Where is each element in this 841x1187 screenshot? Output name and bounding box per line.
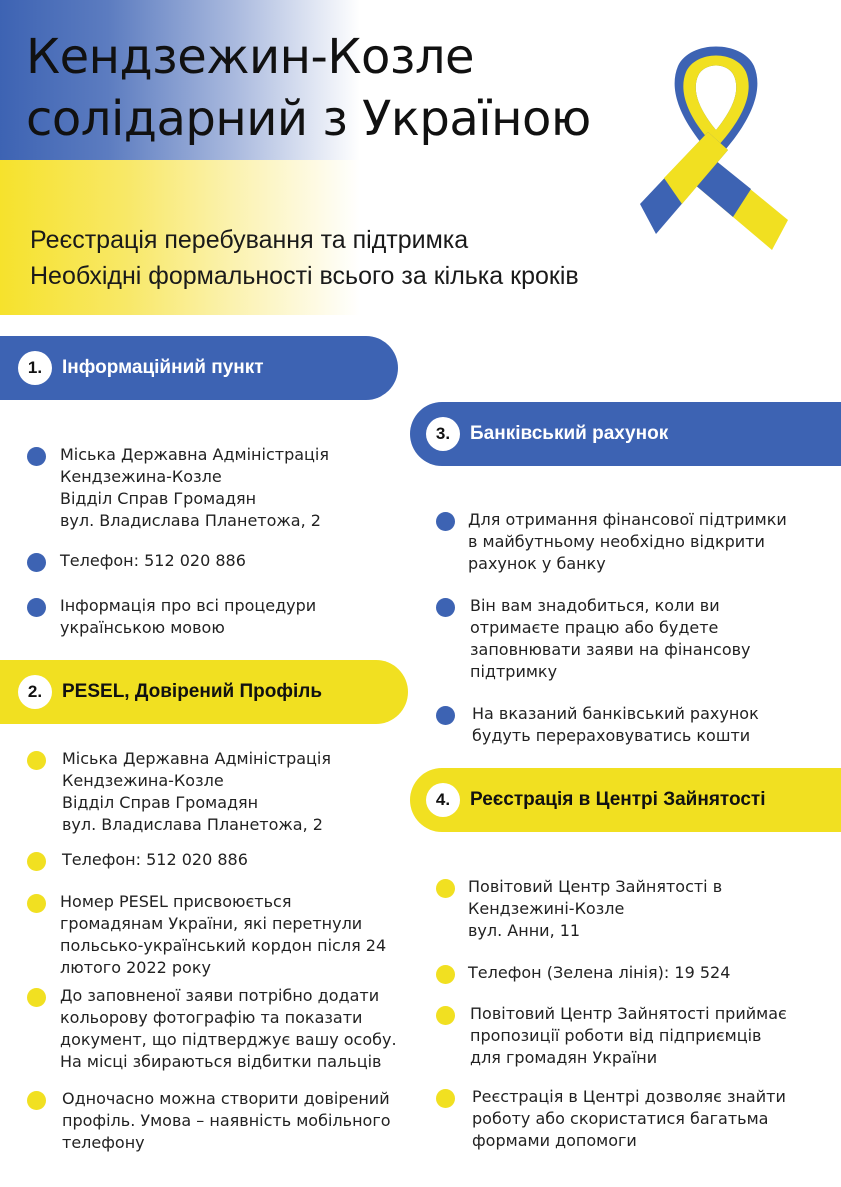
list-item <box>27 748 331 836</box>
page-title-line: солідарний з Україною <box>26 91 591 147</box>
list-item <box>436 703 759 747</box>
item-line: Реєстрація в Центрі дозволяє знайти <box>472 1087 786 1106</box>
section-4-header <box>410 768 841 832</box>
list-item <box>436 1003 787 1069</box>
item-line: Для отримання фінансової підтримки <box>468 510 787 529</box>
bullet-dot-icon <box>436 879 455 898</box>
list-item <box>27 985 397 1073</box>
list-item <box>436 1086 786 1152</box>
item-line: вул. Анни, 11 <box>468 921 581 940</box>
list-item <box>27 444 329 532</box>
bullet-dot-icon <box>27 553 46 572</box>
section-1-header <box>0 336 398 400</box>
item-line: На місці збираються відбитки пальців <box>60 1052 382 1071</box>
item-line: профіль. Умова – наявність мобільного <box>62 1111 391 1130</box>
item-line: громадянам України, які перетнули <box>60 914 363 933</box>
section-2-header <box>0 660 408 724</box>
item-line: Інформація про всі процедури <box>60 596 317 615</box>
item-line: На вказаний банківський рахунок <box>472 704 759 723</box>
bullet-dot-icon <box>436 1006 455 1025</box>
ukraine-ribbon-icon <box>636 38 796 250</box>
section-title: Банківський рахунок <box>470 423 669 444</box>
item-line: Кендзежині-Козле <box>468 899 625 918</box>
item-line: Міська Державна Адміністрація <box>62 749 331 768</box>
item-line: роботу або скористатися багатьма <box>472 1109 769 1128</box>
bullet-dot-icon <box>27 852 46 871</box>
item-line: Повітовий Центр Зайнятості в <box>468 877 723 896</box>
item-line: заповнювати заяви на фінансову <box>470 640 751 659</box>
bullet-dot-icon <box>436 598 455 617</box>
bullet-dot-icon <box>27 751 46 770</box>
item-line: вул. Владислава Планетожа, 2 <box>62 815 323 834</box>
item-line: в майбутньому необхідно відкрити <box>468 532 765 551</box>
item-line: Міська Державна Адміністрація <box>60 445 329 464</box>
subtitle-line: Реєстрація перебування та підтримка <box>30 226 469 254</box>
item-line: Кендзежина-Козле <box>62 771 224 790</box>
page-title-line: Кендзежин-Козле <box>26 29 475 85</box>
item-line: будуть перераховуватись кошти <box>472 726 751 745</box>
list-item <box>27 891 386 979</box>
page-title <box>26 26 591 150</box>
bullet-dot-icon <box>27 894 46 913</box>
list-item <box>27 1088 391 1154</box>
page-subtitle <box>30 222 579 294</box>
section-title: PESEL, Довірений Профіль <box>62 681 322 702</box>
item-line: Відділ Справ Громадян <box>60 489 257 508</box>
item-line: підтримку <box>470 662 558 681</box>
item-line: рахунок у банку <box>468 554 606 573</box>
item-line: Відділ Справ Громадян <box>62 793 259 812</box>
list-item <box>436 509 787 575</box>
bullet-dot-icon <box>436 965 455 984</box>
bullet-dot-icon <box>27 447 46 466</box>
item-line: отримаєте працю або будете <box>470 618 719 637</box>
section-3-header <box>410 402 841 466</box>
subtitle-line: Необхідні формальності всього за кілька кроків <box>30 262 579 290</box>
section-number: 3. <box>426 417 460 451</box>
item-line: пропозиції роботи від підприємців <box>470 1026 762 1045</box>
bullet-dot-icon <box>27 1091 46 1110</box>
item-line: Він вам знадобиться, коли ви <box>470 596 720 615</box>
item-line: Телефон: 512 020 886 <box>60 551 246 570</box>
item-line: телефону <box>62 1133 145 1152</box>
item-line: Номер PESEL присвоюється <box>60 892 292 911</box>
list-item <box>27 849 248 871</box>
bullet-dot-icon <box>436 1089 455 1108</box>
item-line: Телефон (Зелена лінія): 19 524 <box>468 963 731 982</box>
item-line: лютого 2022 року <box>60 958 211 977</box>
list-item <box>436 962 730 984</box>
item-line: вул. Владислава Планетожа, 2 <box>60 511 321 530</box>
item-line: для громадян України <box>470 1048 658 1067</box>
section-title: Реєстрація в Центрі Зайнятості <box>470 789 766 810</box>
item-line: Повітовий Центр Зайнятості приймає <box>470 1004 787 1023</box>
section-number: 4. <box>426 783 460 817</box>
list-item <box>27 595 316 639</box>
bullet-dot-icon <box>436 512 455 531</box>
list-item <box>436 595 751 683</box>
section-number: 2. <box>18 675 52 709</box>
item-line: Одночасно можна створити довірений <box>62 1089 390 1108</box>
item-line: документ, що підтверджує вашу особу. <box>60 1030 397 1049</box>
item-line: формами допомоги <box>472 1131 637 1150</box>
list-item <box>436 876 722 942</box>
item-line: польсько-український кордон після 24 <box>60 936 387 955</box>
item-line: українською мовою <box>60 618 225 637</box>
item-line: Кендзежина-Козле <box>60 467 222 486</box>
item-line: До заповненої заяви потрібно додати <box>60 986 380 1005</box>
section-title: Інформаційний пункт <box>62 357 264 378</box>
list-item <box>27 550 246 572</box>
item-line: кольорову фотографію та показати <box>60 1008 363 1027</box>
bullet-dot-icon <box>27 598 46 617</box>
bullet-dot-icon <box>436 706 455 725</box>
bullet-dot-icon <box>27 988 46 1007</box>
item-line: Телефон: 512 020 886 <box>62 850 248 869</box>
section-number: 1. <box>18 351 52 385</box>
